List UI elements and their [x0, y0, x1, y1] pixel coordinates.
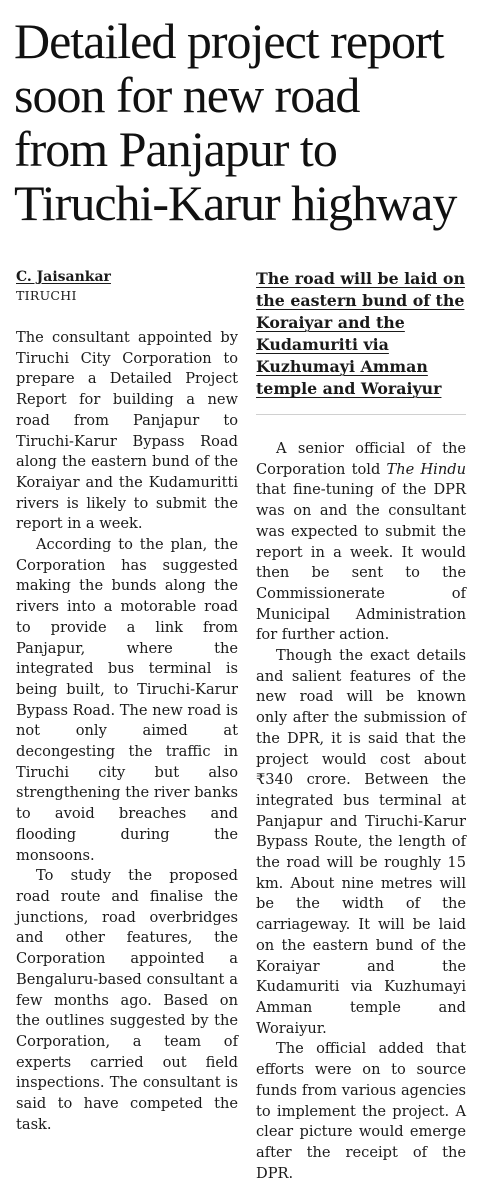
body-paragraph: The consultant appointed by Tiruchi City Corporation to prepare a Detailed Project Report for building a new road from Panjapur to Tiruchi-Karur Bypass Road along the eastern bund of the Koraiyar and the Kudamuritti rivers is likely to submit the report in a week.: [16, 329, 238, 533]
body-text: A senior official of the Corporation told: [256, 440, 466, 478]
dateline: TIRUCHI: [16, 288, 77, 303]
body-paragraph: Though the exact details and salient features of the new road will be known only after the submission of the DPR, it is said that the project would cost about ₹340 crore. Between the integrated bus terminal at Panjapur and Tiruchi-Karur Bypass Route, the length of the road will be roughly 15 km. About nine metres will be the width of the carriageway. It will be laid on the eastern bund of the Koraiyar and the Kudamuriti via Kuzhumayi Amman temple and Woraiyur.: [256, 647, 466, 1037]
left-column: [16, 268, 238, 1135]
right-column: [256, 268, 466, 1184]
article-headline: [14, 14, 486, 230]
publication-name: The Hindu: [386, 460, 466, 478]
headline-line: from Panjapur to: [14, 121, 337, 177]
pull-quote: The road will be laid on the eastern bund of the Koraiyar and the Kudamuriti via Kuzhumayi Amman temple and Woraiyur: [256, 269, 465, 398]
byline: C. Jaisankar: [16, 269, 111, 285]
body-text: that fine-tuning of the DPR was on and the consultant was expected to submit the report in a week. It would then be sent to the Commissionerate of Municipal Administration for further action.: [256, 481, 466, 644]
body-paragraph: According to the plan, the Corporation has suggested making the bunds along the rivers into a motorable road to provide a link from Panjapur, where the integrated bus terminal is being built, to Tiruchi-Karur Bypass Road. The new road is not only aimed at decongesting the traffic in Tiruchi city but also strengthening the river banks to avoid breaches and flooding during the monsoons.: [16, 536, 238, 864]
headline-line: Detailed project report: [14, 13, 444, 69]
body-paragraph: The official added that efforts were on to source funds from various agencies to implement the project. A clear picture would emerge after the receipt of the DPR.: [256, 1040, 466, 1182]
headline-line: soon for new road: [14, 67, 360, 123]
pull-quote-divider: [256, 414, 466, 415]
body-paragraph: [256, 439, 466, 646]
headline-line: Tiruchi-Karur highway: [14, 175, 457, 231]
body-paragraph: To study the proposed road route and finalise the junctions, road overbridges and other features, the Corporation appointed a Bengaluru-based consultant a few months ago. Based on the outlines suggested by the Corporation, a team of experts carried out field inspections. The consultant is said to have competed the task.: [16, 867, 238, 1133]
